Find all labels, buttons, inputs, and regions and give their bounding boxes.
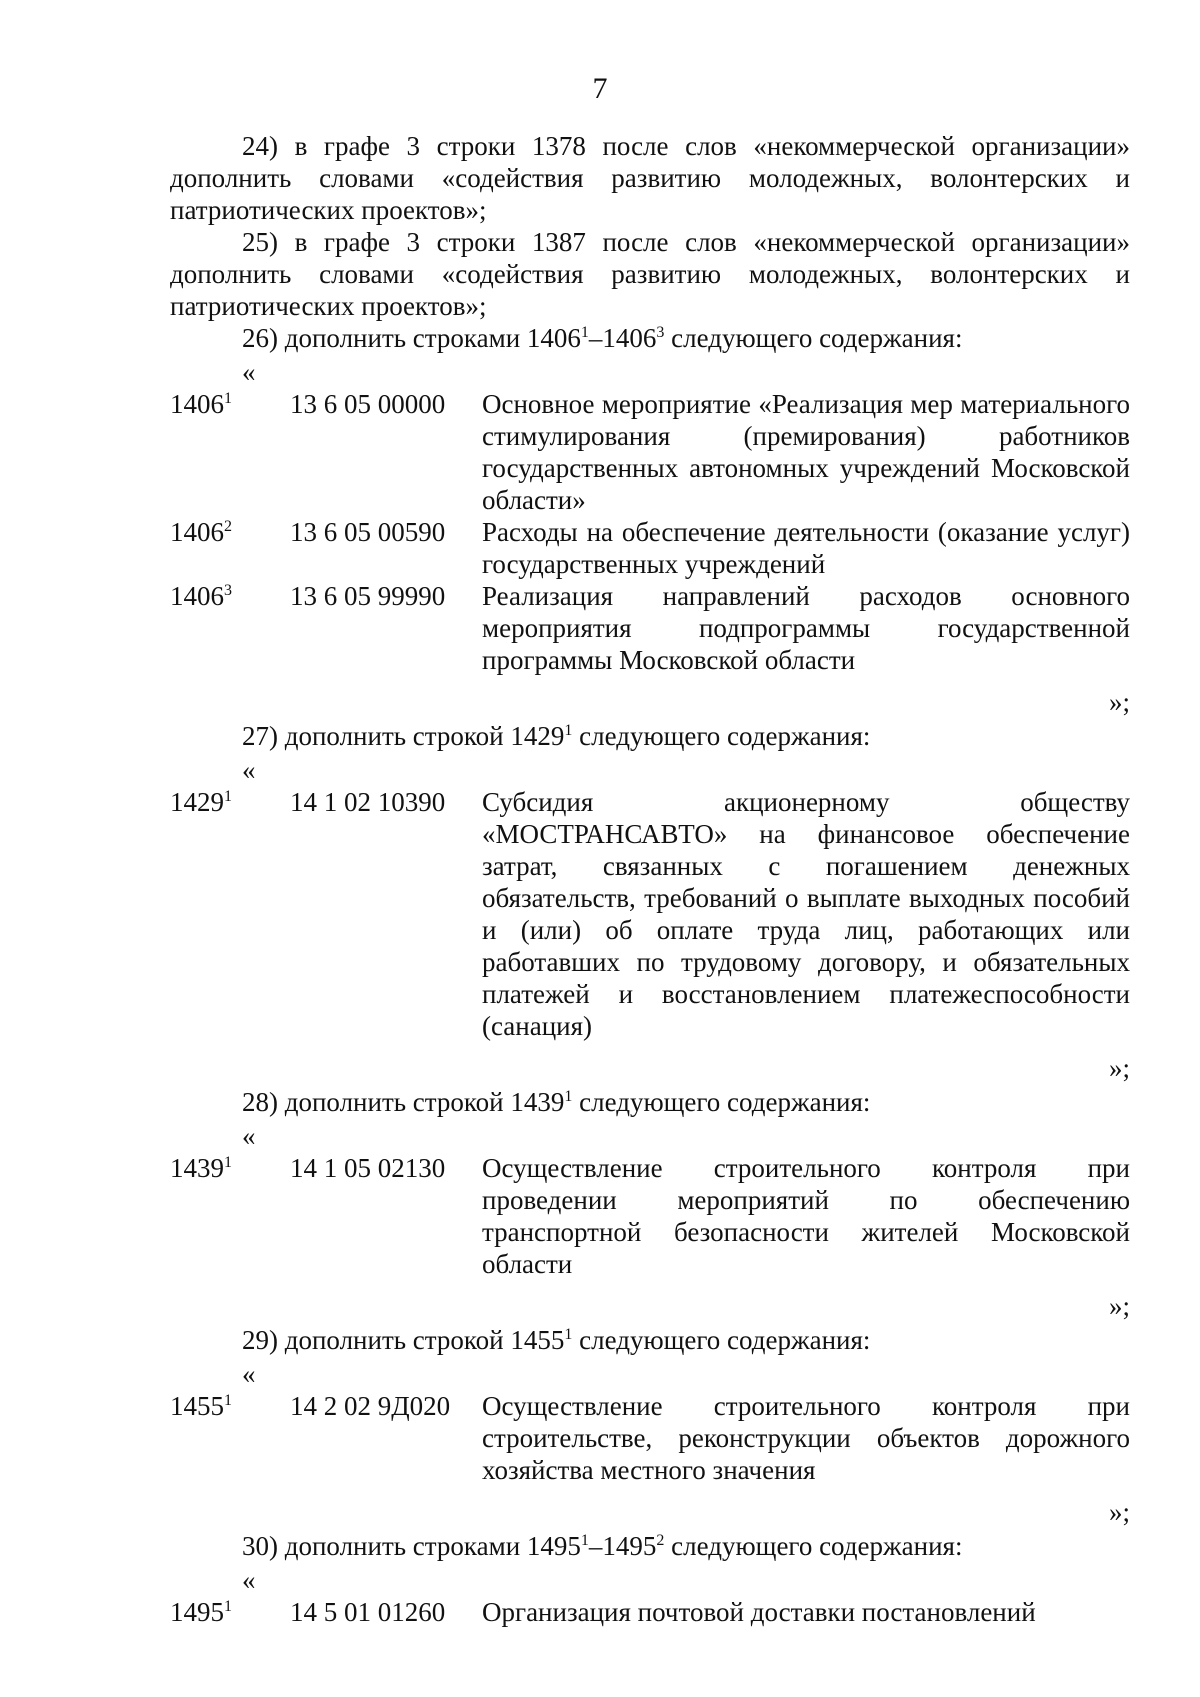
opening-quote: « [242,1565,256,1595]
amendment-heading [170,720,1130,752]
row-number-value: 1429 [170,787,224,817]
budget-code: 13 6 05 00590 [290,517,446,547]
amendment-heading [170,1530,1130,1562]
heading-text: 26) дополнить строками 1406 [242,323,581,353]
row-description: Организация почтовой доставки постановлений [482,1597,1036,1627]
heading-text: следующего содержания: [572,1087,871,1117]
row-number-value: 1406 [170,581,224,611]
row-number-value: 1455 [170,1391,224,1421]
row-number [170,516,290,548]
page-number: 7 [592,72,608,105]
row-description: Основное мероприятие «Реализация мер материального стимулирования (премирования) работников государственных автономных учреждений Московской области» [482,389,1130,515]
budget-code: 13 6 05 99990 [290,581,446,611]
heading-text: 30) дополнить строками 1495 [242,1531,581,1561]
heading-text: 28) дополнить строкой 1439 [242,1087,565,1117]
table-row [170,388,1130,516]
superscript: 3 [656,324,665,341]
superscript: 1 [224,1154,232,1171]
document-body [170,130,1130,1628]
budget-code: 14 2 02 9Д020 [290,1391,451,1421]
row-number [170,1390,290,1422]
heading-text: следующего содержания: [572,721,871,751]
superscript: 1 [224,1598,232,1615]
closing-quote: »; [1108,1053,1130,1083]
row-number-value: 1439 [170,1153,224,1183]
superscript: 2 [224,518,232,535]
amendment-heading [170,1324,1130,1356]
heading-text: следующего содержания: [572,1325,871,1355]
heading-text: 27) дополнить строкой 1429 [242,721,565,751]
budget-code: 13 6 05 00000 [290,389,446,419]
opening-quote: « [242,357,256,387]
superscript: 3 [224,582,232,599]
opening-quote: « [242,755,256,785]
heading-text: 29) дополнить строкой 1455 [242,1325,565,1355]
row-number-value: 1406 [170,389,224,419]
table-row [170,580,1130,676]
row-number-value: 1495 [170,1597,224,1627]
closing-quote: »; [1108,687,1130,717]
superscript: 1 [224,1392,232,1409]
superscript: 2 [656,1532,665,1549]
row-number [170,388,290,420]
row-description: Осуществление строительного контроля при проведении мероприятий по обеспечению транспортной безопасности жителей Московской области [482,1153,1130,1279]
closing-quote: »; [1108,1291,1130,1321]
table-row [170,1596,1130,1628]
superscript: 1 [564,722,573,739]
amendment-paragraph: 24) в графе 3 строки 1378 после слов «некоммерческой организации» дополнить словами «содействия развитию молодежных, волонтерских и патриотических проектов»; [170,131,1130,225]
row-description: Субсидия акционерному обществу «МОСТРАНСАВТО» на финансовое обеспечение затрат, связанных с погашением денежных обязательств, требований о выплате выходных пособий и (или) об оплате труда лиц, работающих или работавших по трудовому договору, и обязательных платежей и восстановлением платежеспособности (санация) [482,787,1130,1041]
amendment-paragraph: 25) в графе 3 строки 1387 после слов «некоммерческой организации» дополнить словами «содействия развитию молодежных, волонтерских и патриотических проектов»; [170,227,1130,321]
amendment-heading [170,322,1130,354]
heading-text: следующего содержания: [664,1531,963,1561]
row-description: Расходы на обеспечение деятельности (оказание услуг) государственных учреждений [482,517,1130,579]
amendment-heading [170,1086,1130,1118]
table-row [170,1152,1130,1280]
closing-quote: »; [1108,1497,1130,1527]
heading-range: –1406 [588,323,657,353]
row-number [170,786,290,818]
superscript: 1 [224,390,232,407]
row-description: Осуществление строительного контроля при строительстве, реконструкции объектов дорожного хозяйства местного значения [482,1391,1130,1485]
table-row [170,516,1130,580]
superscript: 1 [580,324,589,341]
budget-code: 14 5 01 01260 [290,1597,446,1627]
table-row [170,1390,1130,1486]
table-row [170,786,1130,1042]
heading-text: следующего содержания: [664,323,963,353]
superscript: 1 [580,1532,589,1549]
row-number [170,1152,290,1184]
budget-code: 14 1 02 10390 [290,787,446,817]
row-number [170,1596,290,1628]
row-number-value: 1406 [170,517,224,547]
superscript: 1 [564,1088,573,1105]
budget-code: 14 1 05 02130 [290,1153,446,1183]
row-number [170,580,290,612]
opening-quote: « [242,1121,256,1151]
opening-quote: « [242,1359,256,1389]
row-description: Реализация направлений расходов основного мероприятия подпрограммы государственной программы Московской области [482,581,1130,675]
superscript: 1 [564,1326,573,1343]
heading-range: –1495 [588,1531,657,1561]
superscript: 1 [224,788,232,805]
